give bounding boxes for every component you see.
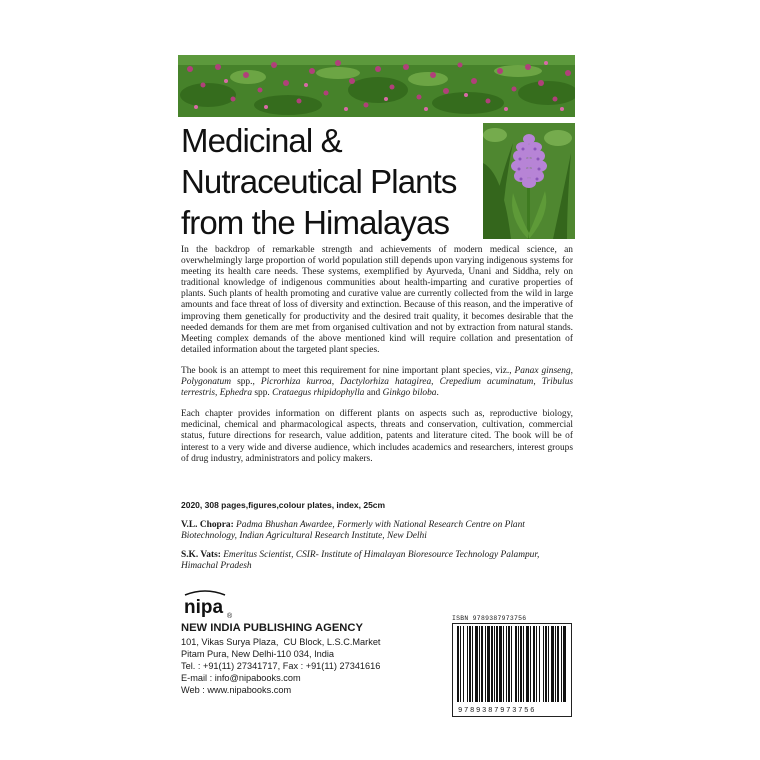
barcode-bar bbox=[494, 626, 495, 702]
barcode-bar bbox=[457, 626, 459, 702]
barcode-bar bbox=[467, 626, 468, 702]
author-1-bio: Padma Bhushan Awardee, Formerly with National Research Centre on Plant Biotechnology, Indian Agricultural Research Institute, New Delhi bbox=[181, 520, 525, 542]
author-2-name: S.K. Vats: bbox=[181, 550, 221, 560]
publisher-name: NEW INDIA PUBLISHING AGENCY bbox=[181, 622, 363, 634]
description bbox=[181, 245, 573, 475]
species-1: Panax ginseng bbox=[514, 365, 571, 376]
author-1 bbox=[181, 520, 573, 543]
species-3: Picrorhiza kurroa bbox=[260, 377, 332, 388]
barcode-bar bbox=[539, 626, 540, 702]
barcode-bar bbox=[536, 626, 537, 702]
logo-text: nipa bbox=[184, 597, 224, 618]
species-2: Polygonatum bbox=[181, 377, 231, 388]
description-paragraph-1: In the backdrop of remarkable strength and achievements of modern medical science, an overwhelmingly large proportion of world population still depends upon varying indigenous systems for meeting its health care needs. These systems, exemplified by Ayurveda, Unani and Siddha, rely on traditional knowledge of indigenous communities about health-imparting and curative properties of plants. Such plants of health promoting and curative value are currently collected from the wild in large amounts and face threat of loss of diversity and extinction. Because of this reason, and the imperative of improving them genetically for productivity and the desired trait quality, it becomes desirable that the needed demands for them are met from organised cultivation and not by extraction from natural stands. Meeting complex demands of the above mentioned kind will require collation and presentation of detailed information about the targeted plant species. bbox=[181, 245, 573, 355]
p2-spp: spp. bbox=[252, 388, 273, 399]
title-line-2: Nutraceutical Plants bbox=[181, 163, 457, 200]
p2-spp: spp., bbox=[231, 377, 261, 388]
p2-sep: , bbox=[570, 365, 573, 376]
isbn-label: ISBN 9789387973756 bbox=[452, 615, 527, 622]
publisher-email: E-mail : info@nipabooks.com bbox=[181, 672, 301, 683]
flower-meadow-banner bbox=[178, 55, 575, 117]
barcode-bar bbox=[481, 626, 483, 702]
barcode-bar bbox=[518, 626, 519, 702]
book-title bbox=[181, 120, 481, 243]
publisher-phone: Tel. : +91(11) 27341717, Fax : +91(11) 27341616 bbox=[181, 660, 381, 671]
barcode-bar bbox=[511, 626, 512, 702]
orchid-image bbox=[483, 123, 575, 239]
barcode-bar bbox=[469, 626, 471, 702]
species-5: Crepedium acuminatum bbox=[439, 377, 534, 388]
meadow-image bbox=[178, 55, 575, 117]
book-back-cover bbox=[178, 55, 575, 715]
barcode-bar bbox=[506, 626, 507, 702]
p2-sep: , bbox=[215, 388, 220, 399]
barcode-bars bbox=[456, 626, 568, 702]
barcode-bar bbox=[485, 626, 486, 702]
barcode-bar bbox=[545, 626, 547, 702]
author-2-bio: Emeritus Scientist, CSIR- Institute of Himalayan Bioresource Technology Palampur, Himachal Pradesh bbox=[181, 550, 540, 572]
barcode-bar bbox=[563, 626, 566, 702]
barcode-bar bbox=[530, 626, 531, 702]
orchid-photo bbox=[483, 123, 575, 239]
p2-and: and bbox=[364, 388, 383, 399]
species-6: Tribulus terrestris bbox=[181, 377, 574, 399]
description-paragraph-2 bbox=[181, 366, 573, 399]
p2-sep: , bbox=[533, 377, 542, 388]
isbn-barcode bbox=[452, 614, 572, 715]
author-1-name: V.L. Chopra: bbox=[181, 520, 234, 530]
title-line-1: Medicinal & bbox=[181, 122, 342, 159]
species-7: Ephedra bbox=[219, 388, 253, 399]
barcode-bar bbox=[523, 626, 524, 702]
barcode-bar bbox=[548, 626, 549, 702]
species-4: Dactylorhiza hatagirea bbox=[340, 377, 432, 388]
barcode-bar bbox=[551, 626, 554, 702]
publisher-info bbox=[181, 623, 451, 696]
barcode-bar bbox=[520, 626, 522, 702]
barcode-bar bbox=[491, 626, 493, 702]
barcode-box bbox=[452, 623, 572, 717]
barcode-bar bbox=[543, 626, 544, 702]
book-specs: 2020, 308 pages,figures,colour plates, index, 25cm bbox=[181, 500, 386, 510]
barcode-bar bbox=[526, 626, 529, 702]
species-8: Crataegus rhipidophylla bbox=[272, 388, 365, 399]
barcode-bar bbox=[561, 626, 562, 702]
registered-mark: ® bbox=[227, 613, 233, 619]
barcode-bar bbox=[460, 626, 461, 702]
publisher-website: Web : www.nipabooks.com bbox=[181, 684, 292, 695]
nipa-logo bbox=[181, 589, 235, 619]
barcode-bar bbox=[463, 626, 464, 702]
barcode-bar bbox=[496, 626, 498, 702]
barcode-bar bbox=[508, 626, 510, 702]
nipa-logo-mark bbox=[181, 589, 235, 619]
barcode-bar bbox=[503, 626, 504, 702]
barcode-bar bbox=[479, 626, 480, 702]
barcode-bar bbox=[515, 626, 517, 702]
author-2 bbox=[181, 550, 573, 573]
p2-sep: , bbox=[331, 377, 341, 388]
p2-sep: , bbox=[431, 377, 440, 388]
p2-end: . bbox=[436, 388, 439, 399]
p2-intro: The book is an attempt to meet this requirement for nine important plant species, viz., bbox=[181, 365, 515, 376]
publisher-address-2: Pitam Pura, New Delhi-110 034, India bbox=[181, 648, 335, 659]
barcode-bar bbox=[557, 626, 559, 702]
publisher-address-1: 101, Vikas Surya Plaza, CU Block, L.S.C.Market bbox=[181, 636, 381, 647]
barcode-bar bbox=[499, 626, 502, 702]
description-paragraph-3: Each chapter provides information on different plants on aspects such as, reproductive biology, medicinal, chemical and pharmacological aspects, threats and conservation, cultivation, commercial status, future directions for research, value addition, patents and literature cited. The book will be of interest to a very wide and diverse audience, which includes academics and researchers, interest groups of drug industry, administrators and policy makers. bbox=[181, 409, 573, 464]
barcode-bar bbox=[555, 626, 556, 702]
barcode-bar bbox=[472, 626, 473, 702]
barcode-bar bbox=[533, 626, 535, 702]
barcode-digits: 9789387973756 bbox=[458, 707, 537, 715]
barcode-bar bbox=[487, 626, 490, 702]
title-line-3: from the Himalayas bbox=[181, 204, 450, 241]
barcode-bar bbox=[475, 626, 478, 702]
species-9: Ginkgo biloba bbox=[382, 388, 437, 399]
